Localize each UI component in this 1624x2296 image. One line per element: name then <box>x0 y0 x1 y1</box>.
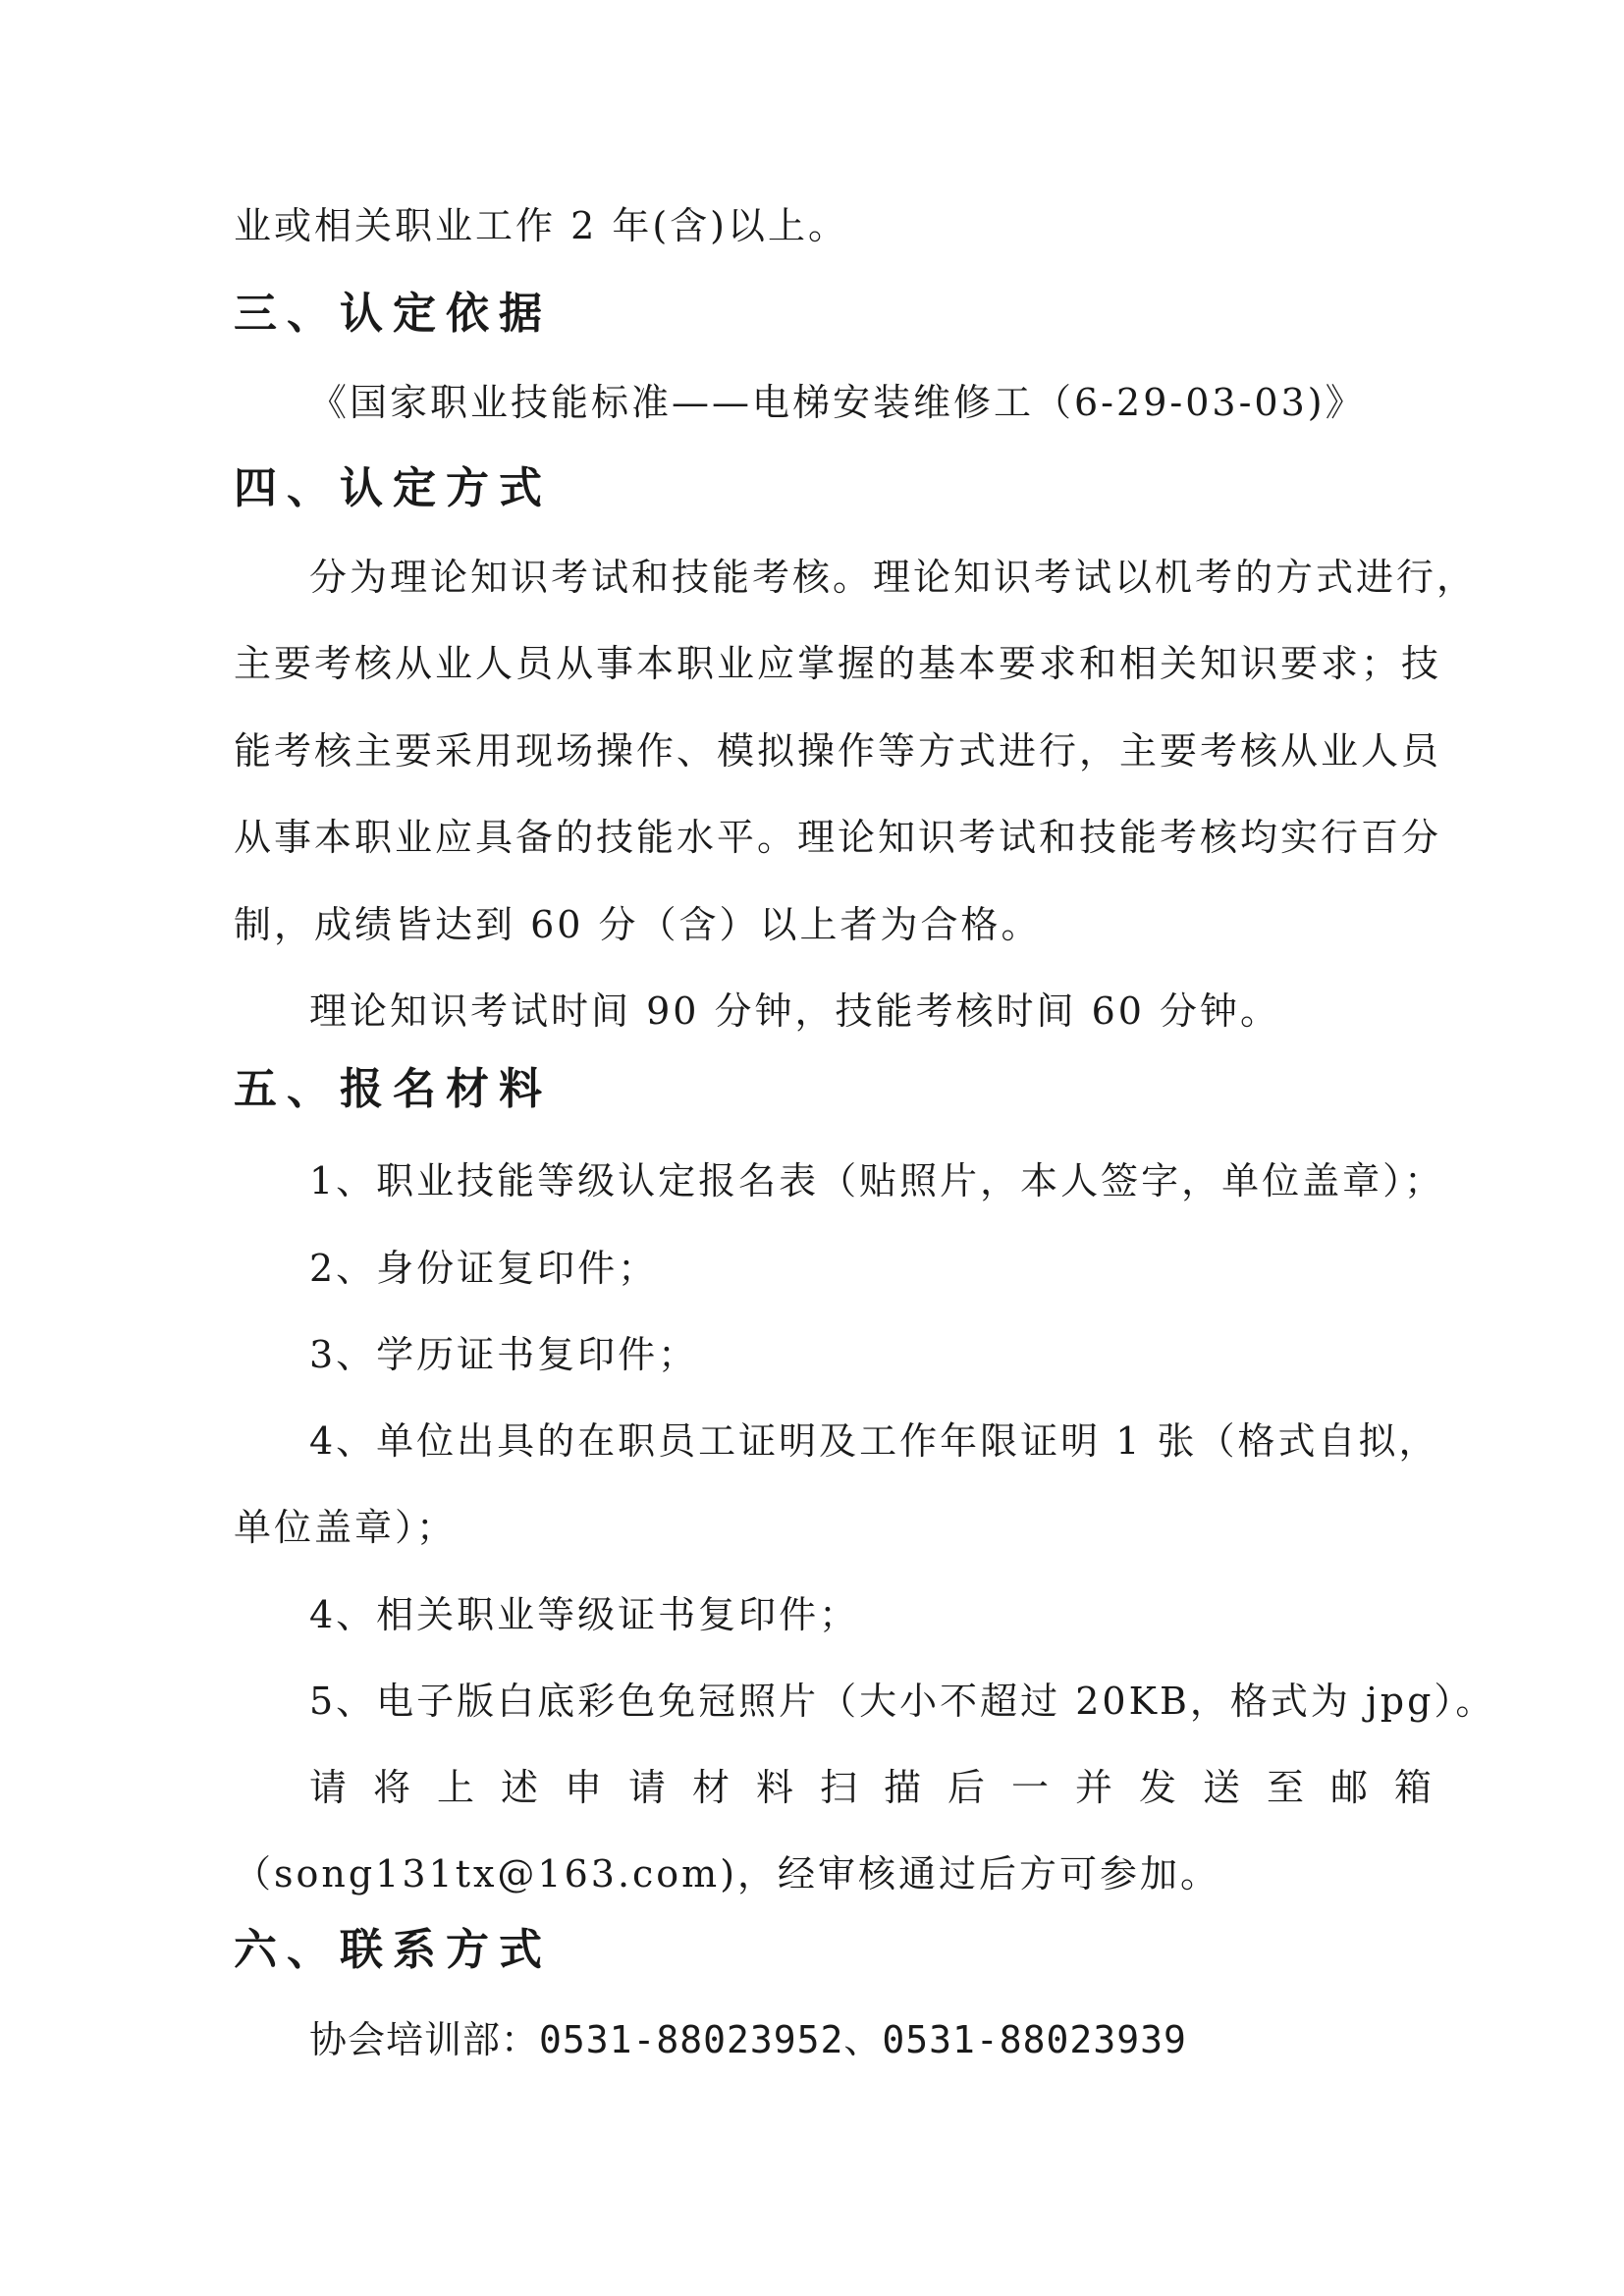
paragraph-continuation: 业或相关职业工作 2 年(含)以上。 <box>234 204 848 247</box>
section-heading-3: 三、认定依据 <box>234 289 552 339</box>
section-heading-6: 六、联系方式 <box>234 1925 552 1975</box>
material-item-3: 3、学历证书复印件； <box>309 1333 699 1376</box>
material-item-5: 4、相关职业等级证书复印件； <box>309 1593 860 1636</box>
method-line-3: 能考核主要采用现场操作、模拟操作等方式进行，主要考核从业人员 <box>234 729 1442 773</box>
section-heading-5: 五、报名材料 <box>234 1064 552 1114</box>
section-heading-4: 四、认定方式 <box>234 463 552 513</box>
material-item-1: 1、职业技能等级认定报名表（贴照片，本人签字，单位盖章）； <box>309 1159 1445 1202</box>
method-line-5: 制，成绩皆达到 60 分（含）以上者为合格。 <box>234 903 1042 946</box>
exam-duration: 理论知识考试时间 90 分钟，技能考核时间 60 分钟。 <box>309 989 1281 1033</box>
method-line-4: 从事本职业应具备的技能水平。理论知识考试和技能考核均实行百分 <box>234 816 1442 859</box>
material-item-6: 5、电子版白底彩色免冠照片（大小不超过 20KB，格式为 jpg）。 <box>309 1680 1496 1723</box>
submission-email: （song131tx@163.com)，经审核通过后方可参加。 <box>234 1852 1221 1896</box>
standard-reference: 《国家职业技能标准——电梯安装维修工（6-29-03-03)》 <box>309 381 1366 424</box>
material-item-4-continued: 单位盖章）； <box>234 1506 458 1549</box>
contact-info: 协会培训部：0531-88023952、0531-88023939 <box>309 2018 1187 2061</box>
material-item-2: 2、身份证复印件； <box>309 1247 659 1290</box>
method-line-1: 分为理论知识考试和技能考核。理论知识考试以机考的方式进行， <box>309 556 1478 599</box>
submission-instruction: 请将上述申请材料扫描后一并发送至邮箱 <box>309 1766 1459 1809</box>
material-item-4: 4、单位出具的在职员工证明及工作年限证明 1 张（格式自拟， <box>309 1419 1439 1463</box>
method-line-2: 主要考核从业人员从事本职业应掌握的基本要求和相关知识要求；技 <box>234 642 1442 685</box>
